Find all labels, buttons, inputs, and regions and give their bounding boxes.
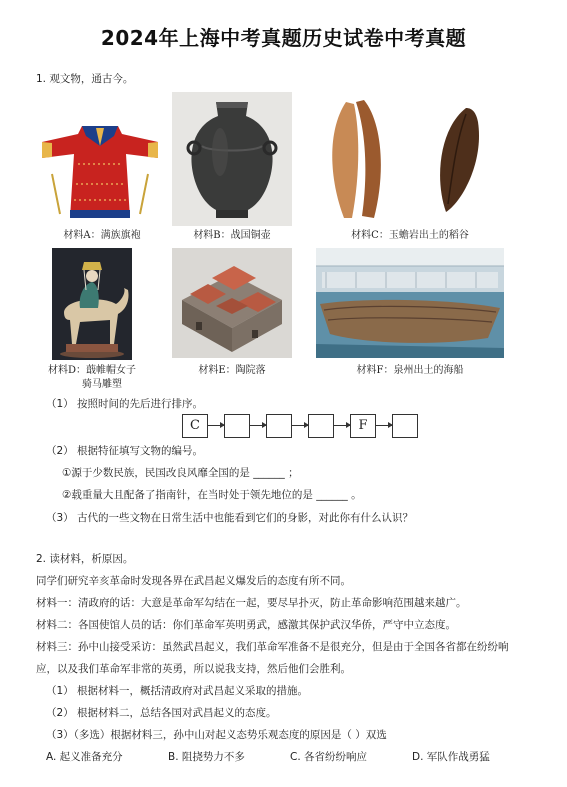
question-1-stem: 1. 观文物，通古今。 (36, 73, 134, 85)
arrow-icon (334, 425, 350, 426)
q2-sub1: （1） 根据材料一，概括清政府对武昌起义采取的措施。 (46, 685, 309, 697)
q1-sub2-item1: ①源于少数民族，民国改良风靡全国的是 ______ ； (62, 467, 299, 479)
q2-intro: 同学们研究辛亥革命时发现各界在武昌起义爆发后的态度有所不同。 (36, 575, 351, 587)
q2-sub2: （2） 根据材料二，总结各国对武昌起义的态度。 (46, 707, 277, 719)
q1-sub2: （2） 根据特征填写文物的编号。 (46, 445, 204, 457)
sequence-box-3[interactable] (266, 414, 292, 438)
option-a[interactable]: A. 起义准备充分 (46, 751, 123, 763)
option-c[interactable]: C. 各省纷纷响应 (290, 751, 368, 763)
arrow-icon (250, 425, 266, 426)
q2-material-3-cont: 应，以及我们革命军非常的英勇，所以说我支持，然后他们会胜利。 (36, 663, 351, 675)
sequence-box-5[interactable]: F (350, 414, 376, 438)
q2-sub3: （3）（多选）根据材料三，孙中山对起义态势乐观态度的原因是（ ）双选 (46, 729, 387, 741)
qipao-image (38, 114, 162, 226)
pottery-courtyard-image (172, 248, 292, 358)
page-title: 2024年上海中考真题历史试卷中考真题 (100, 26, 467, 50)
arrow-icon (376, 425, 392, 426)
caption-f: 材料F：泉州出土的海船 (356, 365, 464, 376)
caption-b: 材料B：战国铜壶 (193, 230, 271, 241)
q2-material-1: 材料一：清政府的话：大意是革命军勾结在一起，要尽早扑灭，防止革命影响范围越来越广。 (36, 597, 467, 609)
caption-c: 材料C：玉蟾岩出土的稻谷 (351, 230, 469, 241)
option-d[interactable]: D. 军队作战勇猛 (412, 751, 490, 763)
sequence-box-2[interactable] (224, 414, 250, 438)
arrow-icon (208, 425, 224, 426)
q2-material-3: 材料三：孙中山接受采访：虽然武昌起义，我们革命军准备不是很充分，但是由于全国各省都在纷纷响 (36, 641, 509, 653)
sequence-box-4[interactable] (308, 414, 334, 438)
q2-material-2: 材料二：各国使馆人员的话：你们革命军英明勇武，感激其保护武汉华侨，严守中立态度。 (36, 619, 456, 631)
bronze-pot-image (172, 92, 292, 226)
option-b[interactable]: B. 阻挠势力不多 (168, 751, 245, 763)
caption-d: 材料D：蕺帷帽女子 (47, 365, 137, 376)
caption-a: 材料A：满族旗袍 (63, 230, 141, 241)
sequence-box-1[interactable]: C (182, 414, 208, 438)
sequence-box-6[interactable] (392, 414, 418, 438)
caption-d-line2: 骑马雕塑 (82, 379, 122, 390)
caption-e: 材料E：陶院落 (198, 365, 266, 376)
rice-grain-image (316, 92, 504, 226)
sea-ship-image (316, 248, 504, 358)
horse-rider-image (52, 248, 132, 360)
arrow-icon (292, 425, 308, 426)
q1-sub3: （3） 古代的一些文物在日常生活中也能看到它们的身影，对此你有什么认识？ (46, 512, 414, 524)
q1-sub2-item2: ②载重量大且配备了指南针，在当时处于领先地位的是 ______ 。 (62, 489, 362, 501)
q1-sub1: （1） 按照时间的先后进行排序。 (46, 398, 204, 410)
question-2-stem: 2. 读材料，析原因。 (36, 553, 134, 565)
